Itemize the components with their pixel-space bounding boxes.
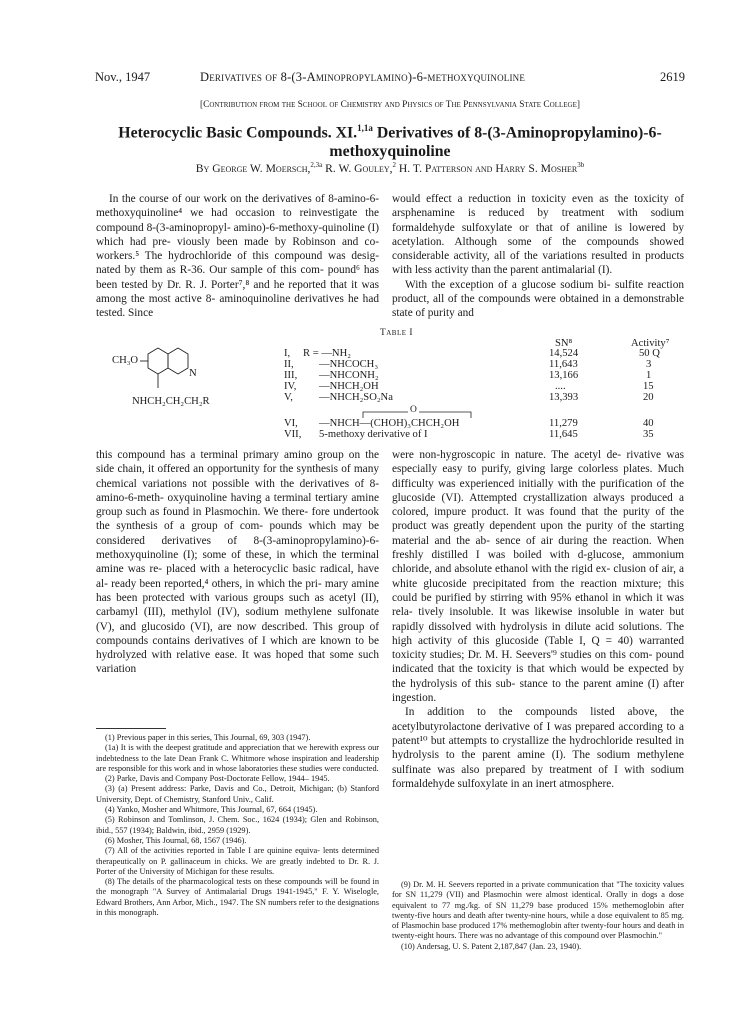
left-column-intro (96, 192, 379, 321)
column-header-sn: SN⁸ (555, 338, 573, 349)
table-row-sn: 11,643 (549, 359, 578, 370)
table-row-r: —NHCH₂OH (319, 381, 379, 392)
table-row-r: R = —NH₂ (303, 348, 351, 359)
table-row-sn: 14,524 (549, 348, 579, 359)
table-row-activity: 35 (643, 429, 654, 440)
paragraph: In addition to the compounds listed above, the acetylbutyrolactone derivative of I was prepared according to a patent¹⁰ but attempts to crystallize the hydrochloride resulted in hydrolysis to the parent amine (I). The sodium methylene sulfinate was also prepared by treatment of I with sodium formaldehyde sulfoxylate in an inert atmosphere. (392, 706, 684, 790)
table-row-sn: .... (555, 381, 566, 392)
running-header (95, 70, 685, 86)
footnote-4: (4) Yanko, Mosher and Whitmore, This Journal, 67, 664 (1945). (105, 805, 318, 815)
methoxy-label: CH₃O (112, 355, 139, 366)
table-row-num: III, (284, 370, 298, 381)
left-column-body (96, 448, 379, 677)
article-title: Heterocyclic Basic Compounds. XI.$^{1,1a}$ Derivatives of 8-(3-Aminopropylamino)-6- methoxyquinoline (118, 123, 662, 161)
table-row-num: II, (284, 359, 294, 370)
bridge-oxygen-label: O (410, 405, 417, 415)
footnote-5: (5) Robinson and Tomlinson, J. Chem. Soc., 1624 (1934); Glen and Robinson, ibid., 557 (1934); Baldwin, ibid., 2959 (1929). (96, 815, 379, 835)
issue-date: Nov., 1947 (95, 70, 151, 84)
paragraph: With the exception of a glucose sodium bi- sulfite reaction product, all of the compounds were obtained in a demonstrable state of purity and (392, 278, 684, 320)
table-row-num: V, (284, 392, 293, 403)
table-row-sn: 11,279 (549, 418, 578, 429)
table-row-activity: 3 (646, 359, 652, 370)
footnote-8: (8) The details of the pharmacological tests on these compounds will be found in the monograph "A Survey of Antimalarial Drugs 1941-1945," F. Y. Wiselogle, Edward Brothers, Ann Arbor, Mich., 1947. The SN numbers refer to the designations in this monograph. (96, 877, 380, 918)
table-row-r: —NHCH—(CHOH)₃CHCH₂OH (319, 418, 460, 429)
table-row-activity: 40 (643, 418, 654, 429)
ring-nitrogen-label: N (189, 368, 197, 379)
table-row-sn: 13,166 (549, 370, 579, 381)
paragraph: In the course of our work on the derivatives of 8-amino-6-methoxyquinoline⁴ we had occasion to reinvestigate the compound 8-(3-aminopropyl- amino)-6-methoxy-quinoline (I) which had pre- viously been made by Robinson and co-workers.⁵ The hydrochloride of this compound was desig- nated by them as R-36. Our sample of this com- pound⁶ has been tested by Dr. R. J. Porter⁷,⁸ and he reported that it was among the most active 8- aminoquinoline derivatives he had tested. Since (96, 193, 380, 320)
paragraph: were non-hygroscopic in nature. The acetyl de- rivative was especially easy to purify, giving large colorless plates. Much difficulty was experienced initially with the purification of the glucoside (VI). Attempted crystallization always produced a colored, impure product. It was found that the purity of the product was greatly dependent upon the purity of the starting material and the ab- sence of air during the reaction. When freshly distilled I was boiled with d-glucose, ammonium chloride, and absolute ethanol with the rigid ex- clusion of air, a white glucoside precipitated from the reaction mixture; this could be purified by stirring with 95% ethanol in which it was rela- tively insoluble. It was likewise insoluble in water but rapidly dissolved with hydrolysis in dilute acid solutions. The high activity of this glucoside (Table I, Q = 40) warranted toxicity studies; Dr. M. H. Seevers'⁹ studies on this com- pound indicated that the toxicity is that which would be expected by the hydrolysis of this sub- stance to the parent amine (I) after ingestion. (392, 449, 685, 705)
author-line: By George W. Moersch,$^{2,3a}$ R. W. Gouley,$^2$ H. T. Patterson and Harry S. Mosher$^{3b}$ (195, 161, 585, 175)
paragraph: would effect a reduction in toxicity even as the toxicity of arsphenamine is reduced by treatment with sodium formaldehyde sulfoxylate or that of aniline is lowered by acetylation. Although some of the compounds showed considerable activity, all of the variations resulted in products with less activity than the parent antimalarial (I). (392, 193, 685, 277)
table-row-r: —NHCOCH₃ (319, 359, 379, 370)
footnote-6: (6) Mosher, This Journal, 68, 1567 (1946). (105, 835, 247, 845)
table-row-r: —NHCH₂SO₂Na (319, 392, 393, 403)
table-row-activity: 1 (646, 370, 652, 381)
table-row-r: 5-methoxy derivative of I (319, 429, 428, 440)
table-row-activity: 15 (643, 381, 654, 392)
column-header-activity: Activity⁷ (631, 338, 670, 349)
contribution-line: [Contribution from the School of Chemistry and Physics of The Pennsylvania State College] (200, 100, 580, 110)
footnote-7: (7) All of the activities reported in Table I are quinine equiva- lents determined therapeutically on P. gallinaceum in chicks. We are greatly indebted to Dr. R. J. Porter of the University of Michigan for these results. (96, 846, 379, 876)
table-row-sn: 11,645 (549, 429, 578, 440)
footnote-9: (9) Dr. M. H. Seevers reported in a private communication that "The toxicity values for SN 11,279 (VII) and Plasmochin were almost identical. Orally in dogs a dose equivalent to 77 mg./kg. of SN 11,279 base produced 15% methemoglobin after twenty-five hours and death after twenty-nine hours, while a dose equivalent to 85 mg. of Plasmochin base produced 17% methemoglobin after twenty-four hours and death in twenty-eight hours. There was no advantage of this compound over Plasmochin." (392, 880, 685, 941)
footnote-3: (3) (a) Present address: Parke, Davis and Co., Detroit, Michigan; (b) Stanford University, Dept. of Chemistry, Stanford Univ., Calif. (96, 784, 380, 804)
footnote-2: (2) Parke, Davis and Company Post-Doctorate Fellow, 1944– 1945. (105, 774, 330, 784)
footnotes-left (96, 733, 379, 918)
table-caption: Table I (380, 328, 413, 338)
footnote-rule (96, 728, 166, 729)
footnotes-right (392, 880, 684, 952)
table-row-r: —NHCONH₂ (319, 370, 379, 381)
side-chain-label: NHCH₂CH₂CH₂R (132, 396, 210, 407)
footnote-10: (10) Andersag, U. S. Patent 2,187,847 (Jan. 23, 1940). (401, 941, 582, 951)
running-title: Derivatives of 8-(3-Aminopropylamino)-6-methoxyquinoline (200, 70, 526, 84)
page-number: 2619 (660, 70, 685, 84)
table-row-num: VI, (284, 418, 298, 429)
table-row-sn: 13,393 (549, 392, 579, 403)
right-column-intro (392, 192, 684, 321)
footnote-1: (1) Previous paper in this series, This Journal, 69, 303 (1947). (105, 733, 311, 742)
table-row-num: I, (284, 348, 291, 359)
table-row-activity: 20 (643, 392, 654, 403)
table-1 (95, 338, 685, 443)
table-row-num: VII, (284, 429, 302, 440)
paragraph: this compound has a terminal primary amino group on the side chain, it offered an opportunity for the synthesis of many chemical variations not possible with the derivatives of 8-amino-6-meth- oxyquinoline having a terminal tertiary amine group such as found in Plasmochin. We there- fore undertook the synthesis of a group of com- pounds which may be considered derivatives of 8-(3-aminopropylamino)-6-methoxyquinoline (I); some of these, in which the terminal amine was re- placed with a heterocyclic basic radical, have al- ready been reported,⁴ others, in which the pri- mary amine has been protected with various groups such as acetyl (II), carbamyl (III), methylol (IV), sodium methylene sulfonate (V), and glucosido (VI), are now described. This group of compounds contains derivatives of I which are known to be hydrolyzed with relative ease. It was hoped that some such variation (96, 449, 380, 676)
table-row-num: IV, (284, 381, 297, 392)
footnote-1a: (1a) It is with the deepest gratitude and appreciation that we herewith express our indebtedness to the late Dean Frank C. Whitmore whose inspiration and leadership are responsible for this work and in whose laboratories these studies were conducted. (96, 743, 380, 773)
table-row-activity: 50 Q (639, 348, 660, 359)
right-column-body (392, 448, 684, 791)
